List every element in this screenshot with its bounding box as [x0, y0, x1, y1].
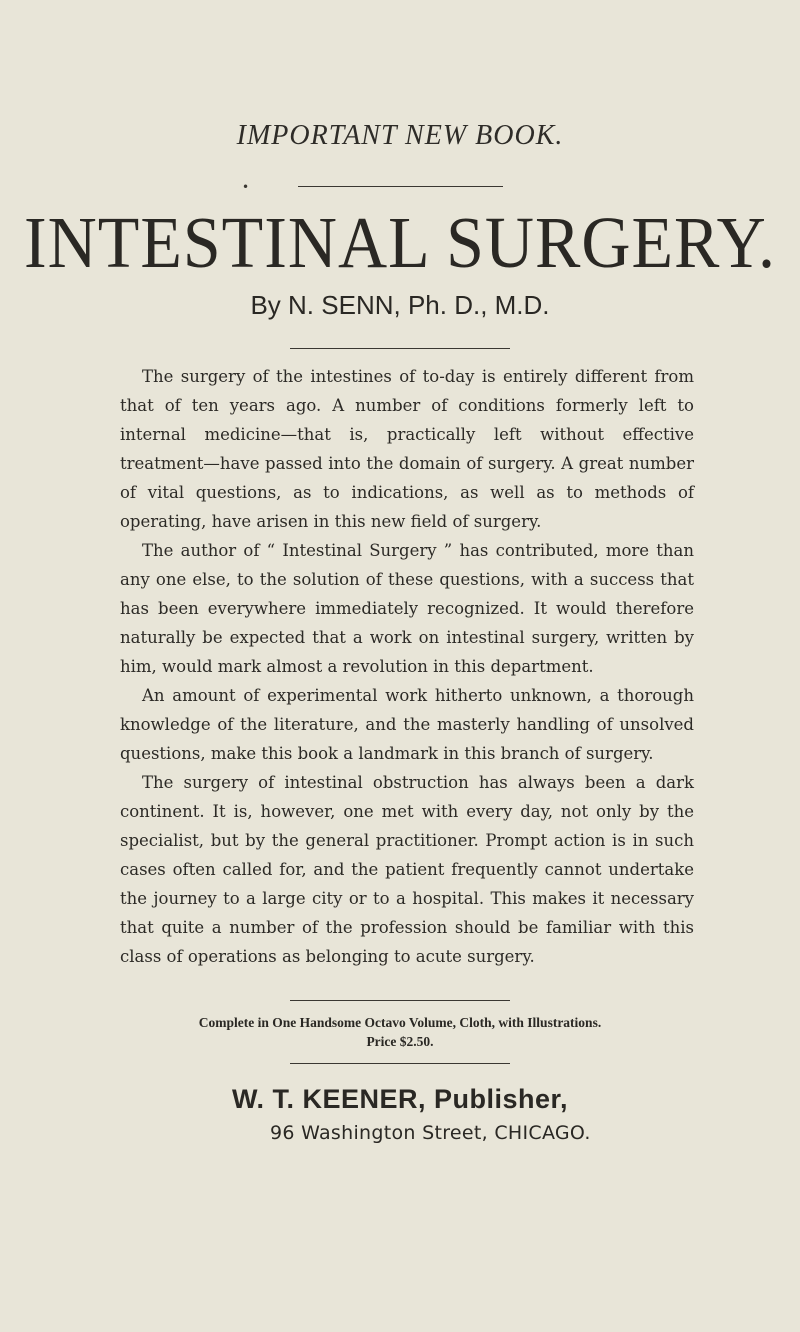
- kicker-heading: IMPORTANT NEW BOOK.: [236, 120, 564, 151]
- book-title: INTESTINAL SURGERY.: [24, 201, 776, 284]
- publisher-address: 96 Washington Street, CHICAGO.: [270, 1122, 591, 1144]
- paragraph: An amount of experimental work hitherto unknown, a thorough knowledge of the literature, and the masterly handling of unsolved questions, make this book a landmark in this branch of surgery.: [120, 686, 694, 763]
- offer-description: Complete in One Handsome Octavo Volume, Cloth, with Illustrations.: [198, 1015, 602, 1030]
- publisher-name: W. T. KEENER, Publisher,: [231, 1084, 569, 1114]
- rule-top: [298, 186, 503, 187]
- rule-offer: [290, 1000, 510, 1001]
- description-body: [120, 362, 694, 971]
- offer-price: Price $2.50.: [366, 1034, 434, 1049]
- rule-publisher: [290, 1063, 510, 1064]
- offer-block: [0, 1013, 800, 1051]
- rule-author: [290, 348, 510, 349]
- author-line: By N. SENN, Ph. D., M.D.: [250, 290, 550, 320]
- paragraph: The surgery of intestinal obstruction has always been a dark continent. It is, however, one met with every day, not only by the specialist, but by the general practitioner. Prompt action is in such cases often called for, and the patient frequently cannot undertake the journey to a large city or to a hospital. This makes it necessary that quite a number of the profession should be familiar with this class of operations as belonging to acute surgery.: [120, 773, 694, 966]
- paragraph: The author of “ Intestinal Surgery ” has contributed, more than any one else, to the solution of these questions, with a success that has been everywhere immediately recognized. It would therefore naturally be expected that a work on intestinal surgery, written by him, would mark almost a revolution in this department.: [120, 541, 694, 676]
- ornament-dot: •: [242, 180, 250, 194]
- paragraph: The surgery of the intestines of to-day is entirely different from that of ten years ago. A number of conditions formerly left to internal medicine—that is, practically left without effective treatment—have passed into the domain of surgery. A great number of vital questions, as to indications, as well as to methods of operating, have arisen in this new field of surgery.: [120, 367, 694, 531]
